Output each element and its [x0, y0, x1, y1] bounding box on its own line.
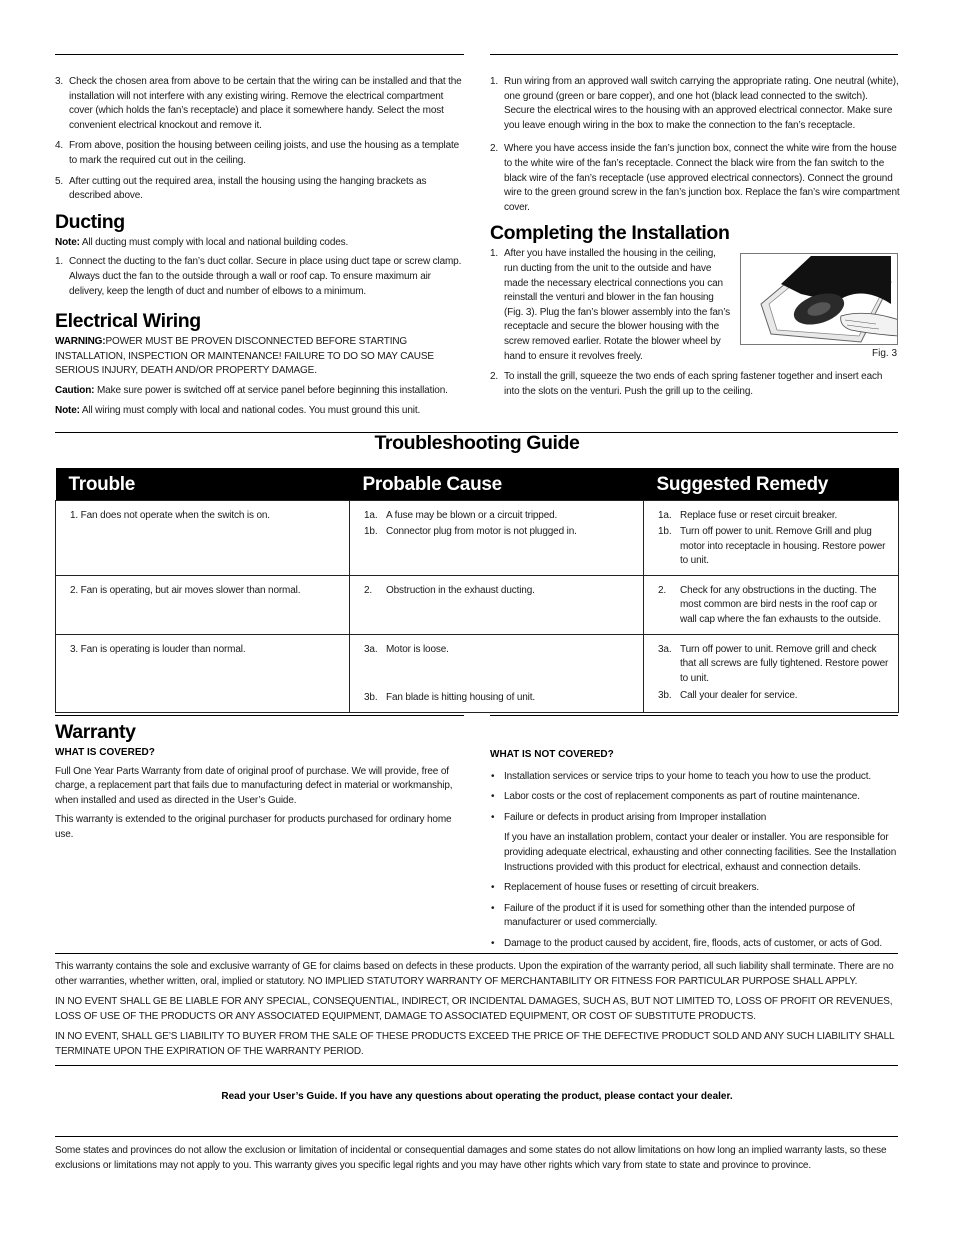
top-rule-right [490, 54, 898, 55]
wiring-step: 1. Run wiring from an approved wall switch carrying the appropriate rating. One neutral (white), one ground (green or bare copper), and one hot (black lead connected to the switch). Secure the electrical wires to the housing with an approved electrical connector. Make sure you leave enough wiring in the box to make the connection to the fan’s receptacle. [490, 76, 899, 131]
states-text: Some states and provinces do not allow the exclusion or limitation of incidental or consequential damages and some states do not allow limitations on how long an implied warranty lasts, so these exclusions or limitations may not apply to you. This warranty gives you specific legal rights and you may have other rights which vary from state to state and province to province. [55, 1145, 887, 1171]
fig3-illustration [740, 253, 898, 345]
ducting-steps [55, 255, 465, 299]
legal-paragraph: IN NO EVENT SHALL GE BE LIABLE FOR ANY SPECIAL, CONSEQUENTIAL, INDIRECT, OR INCIDENTAL DAMAGES, SUCH AS, BUT NOT LIMITED TO, LOSS OF PROFIT OR REVENUES, LOSS OF USE OF THE PRODUCTS OR ANY ASSOCIATED EQUIPMENT, DAMAGE TO ASSOCIATED EQUIPMENT, OR COST OF SUBSTITUTE PRODUCTS. [55, 996, 893, 1022]
install-step: 4. From above, position the housing between ceiling joists, and use the housing as a template to mark the required cut out in the ceiling. [55, 140, 460, 166]
legal-paragraph: This warranty contains the sole and exclusive warranty of GE for claims based on defects in these products. Upon the expiration of the warranty period, all such liability shall terminate. There are no other warranties, whether written, oral, implied or statutory. NO IMPLIED STATUTORY WARRANTY OF MERCHANTABILITY OR FITNESS FOR PARTICULAR PURPOSE SHALL APPLY. [55, 961, 894, 987]
left-column [55, 75, 465, 423]
list-item: • Damage to the product caused by accident, fire, floods, acts of customer, or acts of God. [490, 937, 900, 952]
trouble-cell: 2. Fan is operating, but air moves slower than normal. [56, 575, 350, 634]
cause-cell: 2. Obstruction in the exhaust ducting. [350, 575, 644, 634]
electrical-caution: Caution: Make sure power is switched off at service panel before beginning this installation. [55, 384, 448, 396]
electrical-warning: WARNING:POWER MUST BE PROVEN DISCONNECTED BEFORE STARTING INSTALLATION, INSPECTION OR MAINTENANCE! FAILURE TO DO SO MAY CAUSE SERIOUS INJURY, DEATH AND/OR PROPERTY DAMAGE. [55, 336, 434, 377]
fig3-caption: Fig. 3 [872, 348, 898, 359]
cause-cell: 1a. A fuse may be blown or a circuit tripped. 1b. Connector plug from motor is not plugged in. [350, 500, 644, 575]
covered-heading: WHAT IS COVERED? [55, 747, 155, 758]
wiring-step: 2. Where you have access inside the fan’s junction box, connect the white wire from the house to the white wire of the fan’s receptacle. Connect the black wire from the fan switch to the black wire of the fan’s receptacle (use approved electrical connectors). Connect the ground wire to the green ground screw in the fan’s junction box. Replace the fan’s wire compartment cover. [490, 143, 900, 213]
ducting-note: Note: All ducting must comply with local and national building codes. [55, 236, 349, 248]
header-suggested-remedy: Suggested Remedy [644, 468, 899, 500]
top-rule-left [55, 54, 464, 55]
warranty-right [490, 748, 900, 958]
troubleshooting-table [55, 468, 899, 713]
table-row [56, 500, 899, 575]
list-item: • Labor costs or the cost of replacement components as part of routine maintenance. [490, 790, 900, 805]
cause-cell: 3a. Motor is loose. 3b. Fan blade is hitting housing of unit. [350, 634, 644, 712]
not-covered-list-continued [490, 881, 900, 951]
table-header-row [56, 468, 899, 500]
table-row [56, 575, 899, 634]
list-item: • Failure of the product if it is used for something other than the intended purpose of manufacturer or used commercially. [490, 902, 900, 931]
legal-paragraph: IN NO EVENT, SHALL GE’S LIABILITY TO BUYER FROM THE SALE OF THESE PRODUCTS EXCEED THE PRICE OF THE DEFECTIVE PRODUCT SOLD AND ANY SUCH LIABILITY SHALL TERMINATE UPON THE EXPIRATION OF THE WARRANTY PERIOD. [55, 1031, 895, 1057]
completing-step: 2. To install the grill, squeeze the two ends of each spring fastener together and insert each into the slots on the venturi. Push the grill up to the ceiling. [490, 371, 883, 397]
wiring-steps-list [490, 75, 900, 215]
electrical-heading: Electrical Wiring [55, 310, 201, 333]
ducting-step: 1. Connect the ducting to the fan’s duct collar. Secure in place using duct tape or screw clamp. Always duct the fan to the outside through a wall or roof cap. To ensure maximum air delivery, keep the length of duct and number of elbows to a minimum. [55, 256, 462, 297]
trouble-cell: 3. Fan is operating is louder than normal. [56, 634, 350, 712]
fan-install-drawing [741, 254, 898, 345]
not-covered-heading: WHAT IS NOT COVERED? [490, 749, 614, 760]
warranty-rule-right [490, 715, 898, 716]
install-step: 3. Check the chosen area from above to be certain that the wiring can be installed and that the installation will not interfere with any existing wiring. Remove the electrical compartment cover (which holds the fan’s receptacle) and place it somewhere handy. Select the most convenient electrical knockout and remove it. [55, 76, 462, 131]
remedy-cell: 1a. Replace fuse or reset circuit breaker. 1b. Turn off power to unit. Remove Grill and plug motor into receptacle in housing. Restore power to unit. [644, 500, 899, 575]
table-row [56, 634, 899, 712]
states-top-rule [55, 1136, 898, 1137]
list-item: • Failure or defects in product arising from Improper installation [490, 811, 900, 826]
list-item: • Replacement of house fuses or resetting of circuit breakers. [490, 881, 900, 896]
warranty-left [55, 720, 465, 848]
electrical-note: Note: All wiring must comply with local and national codes. You must ground this unit. [55, 404, 421, 416]
completing-heading: Completing the Installation [490, 222, 730, 245]
completing-step: 1. After you have installed the housing in the ceiling, run ducting from the unit to the outside and have made the necessary electrical connections you can reinstall the venturi and blower in the fan housing (Fig. 3). Plug the fan’s blower assembly into the fan’s receptacle and secure the blower housing with the screw removed earlier. Rotate the blower wheel by hand to ensure it revolves freely. [490, 248, 730, 362]
install-steps-list [55, 75, 465, 204]
ducting-heading: Ducting [55, 210, 125, 233]
header-trouble: Trouble [56, 468, 350, 500]
legal-top-rule [55, 953, 898, 954]
covered-text: Full One Year Parts Warranty from date of original proof of purchase. We will provide, free of charge, a replacement part that fails due to manufacturing defect in material or workmanship, when installed and used as directed in the User’s Guide. [55, 765, 453, 806]
read-guide-notice: Read your User’s Guide. If you have any questions about operating the product, please contact your dealer. [221, 1091, 733, 1102]
list-item: • Installation services or service trips to your home to teach you how to use the product. [490, 770, 900, 785]
troubleshooting-title: Troubleshooting Guide [374, 432, 580, 454]
remedy-cell: 2. Check for any obstructions in the ducting. The most common are bird nests in the roof cap or wall cap where the fan exhausts to the outside. [644, 575, 899, 634]
legal-bottom-rule [55, 1065, 898, 1066]
trouble-cell: 1. Fan does not operate when the switch is on. [56, 500, 350, 575]
legal-text [55, 960, 900, 1066]
warranty-rule-left [55, 715, 464, 716]
not-covered-list [490, 770, 900, 826]
right-column [490, 75, 900, 405]
header-probable-cause: Probable Cause [350, 468, 644, 500]
warranty-heading: Warranty [55, 721, 136, 743]
covered-extended-text: This warranty is extended to the original purchaser for products purchased for ordinary home use. [55, 814, 452, 840]
install-step: 5. After cutting out the required area, install the housing using the hanging brackets as described above. [55, 175, 427, 202]
installation-problem-note: If you have an installation problem, contact your dealer or installer. You are responsible for providing adequate electrical, exhausting and other connecting facilities. See the Installation Instructions provided with this product for electrical, exhaust and connection details. [504, 832, 897, 873]
remedy-cell: 3a. Turn off power to unit. Remove grill and check that all screws are fully tightened. Restore power to unit. 3b. Call your dealer for service. [644, 634, 899, 712]
